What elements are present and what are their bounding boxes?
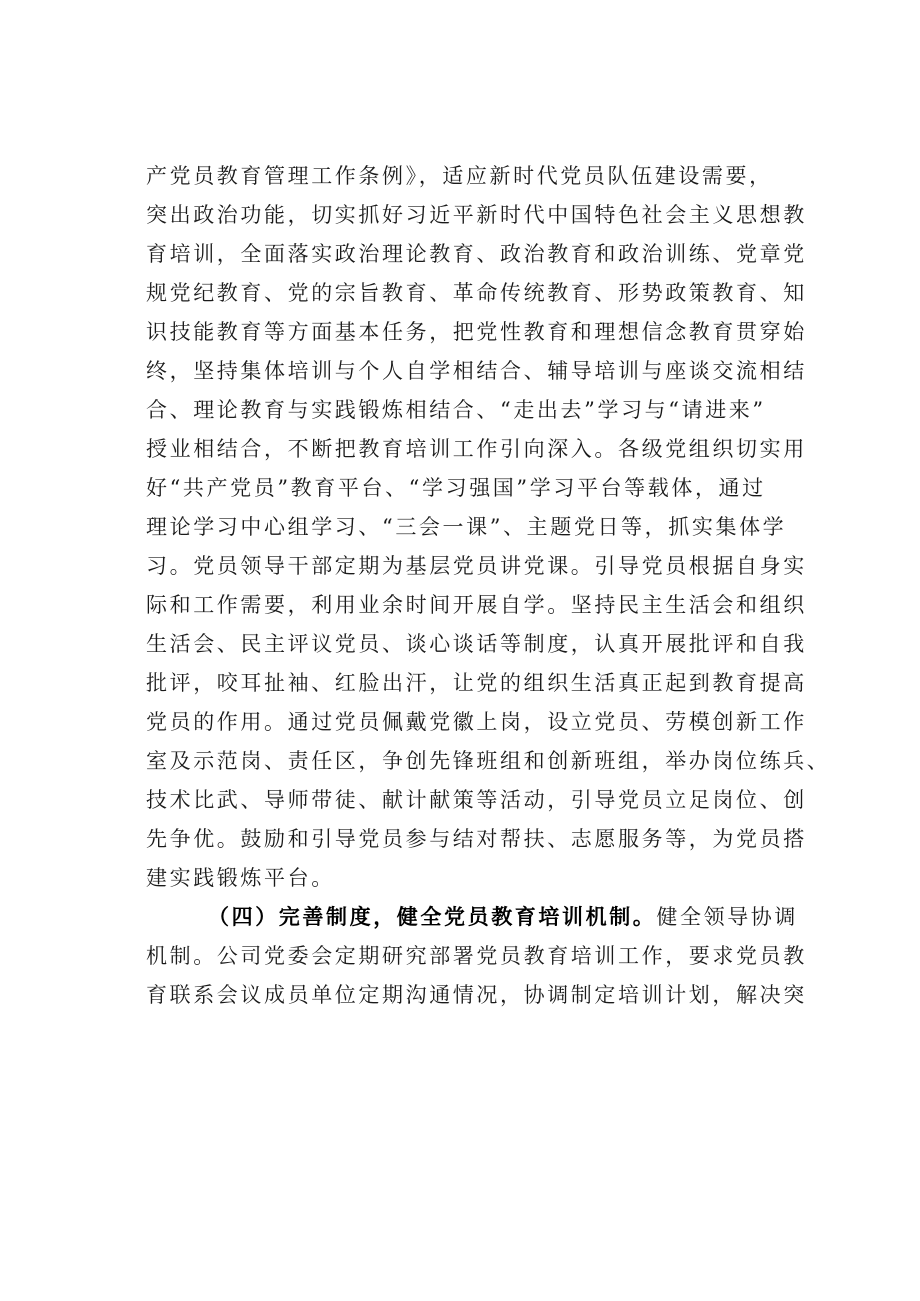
text-line: 规党纪教育、党的宗旨教育、革命传统教育、形势政策教育、知: [146, 281, 807, 305]
text-line: 先争优。鼓励和引导党员参与结对帮扶、志愿服务等，为党员搭: [146, 827, 807, 851]
text-line: 好“共产党员”教育平台、“学习强国”学习平台等载体，通过: [146, 476, 766, 500]
text-line: 终，坚持集体培训与个人自学相结合、辅导培训与座谈交流相结: [146, 359, 807, 383]
text-line: 机制。公司党委会定期研究部署党员教育培训工作，要求党员教: [146, 944, 807, 968]
text-line: 习。党员领导干部定期为基层党员讲党课。引导党员根据自身实: [146, 554, 807, 578]
text-line: 室及示范岗、责任区，争创先锋班组和创新班组，举办岗位练兵、: [146, 749, 831, 773]
text-line: 批评，咬耳扯袖、红脸出汗，让党的组织生活真正起到教育提高: [146, 671, 807, 695]
section-heading: （四）完善制度，健全党员教育培训机制。: [208, 905, 657, 929]
text-line: 突出政治功能，切实抓好习近平新时代中国特色社会主义思想教: [146, 203, 807, 227]
text-line: 技术比武、导师带徒、献计献策等活动，引导党员立足岗位、创: [146, 788, 807, 812]
text-line: 生活会、民主评议党员、谈心谈话等制度，认真开展批评和自我: [146, 632, 807, 656]
text-line: 党员的作用。通过党员佩戴党徽上岗，设立党员、劳模创新工作: [146, 710, 807, 734]
text-line: 产党员教育管理工作条例》，适应新时代党员队伍建设需要，: [146, 164, 773, 188]
text-line: 育联系会议成员单位定期沟通情况，协调制定培训计划，解决突: [146, 983, 807, 1007]
text-line: 际和工作需要，利用业余时间开展自学。坚持民主生活会和组织: [146, 593, 807, 617]
text-line: 建实践锻炼平台。: [146, 866, 335, 890]
text-line: 授业相结合，不断把教育培训工作引向深入。各级党组织切实用: [146, 437, 807, 461]
text-line: 识技能教育等方面基本任务，把党性教育和理想信念教育贯穿始: [146, 320, 807, 344]
section-heading-line: [146, 898, 816, 937]
heading-line-rest: 健全领导协调: [656, 905, 799, 929]
text-line: 育培训，全面落实政治理论教育、政治教育和政治训练、党章党: [146, 242, 807, 266]
text-line: 理论学习中心组学习、“三会一课”、主题党日等，抓实集体学: [146, 515, 787, 539]
text-line: 合、理论教育与实践锻炼相结合、“走出去”学习与“请进来”: [146, 398, 766, 422]
document-body: [146, 157, 831, 1015]
